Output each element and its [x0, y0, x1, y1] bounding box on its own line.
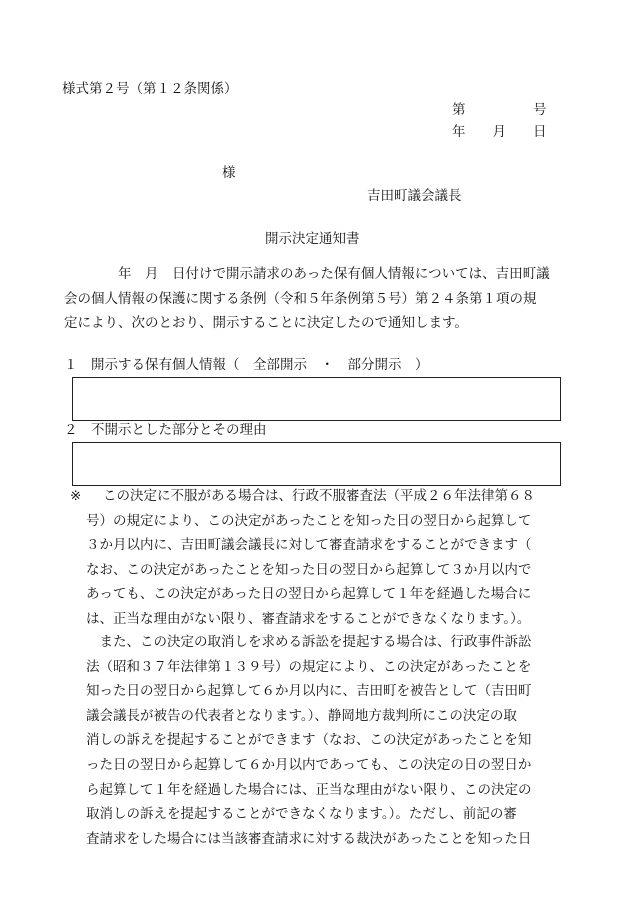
- note-first-line: [103, 484, 568, 509]
- intro-paragraph: [64, 262, 574, 336]
- note-line: この決定に不服がある場合は、行政不服審査法（平成２６年法律第６８: [103, 488, 535, 504]
- note-line: 消しの訴えを提起することができます（なお、この決定があったことを知: [86, 732, 532, 749]
- disclosed-info-field[interactable]: [72, 377, 561, 421]
- intro-line: 会の個人情報の保護に関する条例（令和５年条例第５号）第２４条第１項の規: [64, 290, 537, 307]
- intro-line: 年 月 日付けで開示請求のあった保有個人情報については、吉田町議: [64, 266, 550, 282]
- note-line: ら起算して１年を経過した場合には、正当な理由がない限り、この決定の: [86, 781, 532, 798]
- note-line: あっても、この決定があった日の翌日から起算して１年を経過した場合に: [86, 586, 532, 603]
- addressee-suffix: 様: [222, 165, 236, 181]
- note-line: なお、この決定があったことを知った日の翌日から起算して３か月以内で: [86, 561, 532, 578]
- document-title: 開示決定通知書: [265, 231, 360, 247]
- appeal-note-paragraph: [86, 509, 568, 632]
- note-line: 査請求をした場合には当該審査請求に対する裁決があったことを知った日: [86, 830, 532, 847]
- note-line: 取消しの訴えを提起することができなくなります。）。ただし、前記の審: [86, 806, 517, 823]
- note-line: 号）の規定により、この決定があったことを知った日の翌日から起算して: [86, 512, 532, 529]
- note-line: 議会議長が被告の代表者となります。）、静岡地方裁判所にこの決定の取: [86, 707, 517, 724]
- note-line: は、正当な理由がない限り、審査請求をすることができなくなります。）。: [86, 610, 531, 627]
- sender-name: 吉田町議会議長: [367, 188, 462, 204]
- form-label: 様式第２号（第１２条関係）: [62, 81, 238, 97]
- document-number: 第 号: [452, 102, 547, 118]
- note-line: 知った日の翌日から起算して６か月以内に、吉田町を被告として（吉田町: [86, 683, 532, 700]
- section-2-label: ２ 不開示とした部分とその理由: [64, 422, 267, 438]
- note-line: った日の翌日から起算して６か月以内であっても、この決定の日の翌日か: [86, 756, 532, 773]
- note-line: また、この決定の取消しを求める訴訟を提起する場合は、行政事件訴訟: [86, 634, 532, 650]
- note-mark: ※: [70, 488, 82, 504]
- undisclosed-reason-field[interactable]: [72, 442, 561, 486]
- note-line: 法（昭和３７年法律第１３９号）の規定により、この決定があったことを: [86, 658, 532, 675]
- lawsuit-note-paragraph: [86, 630, 568, 851]
- section-1-label: １ 開示する保有個人情報（ 全部開示 ・ 部分開示 ）: [64, 357, 429, 373]
- intro-line: 定により、次のとおり、開示することに決定したので通知します。: [64, 315, 468, 332]
- note-line: ３か月以内に、吉田町議会議長に対して審査請求をすることができます（: [86, 537, 532, 554]
- document-date: 年 月 日: [452, 124, 547, 140]
